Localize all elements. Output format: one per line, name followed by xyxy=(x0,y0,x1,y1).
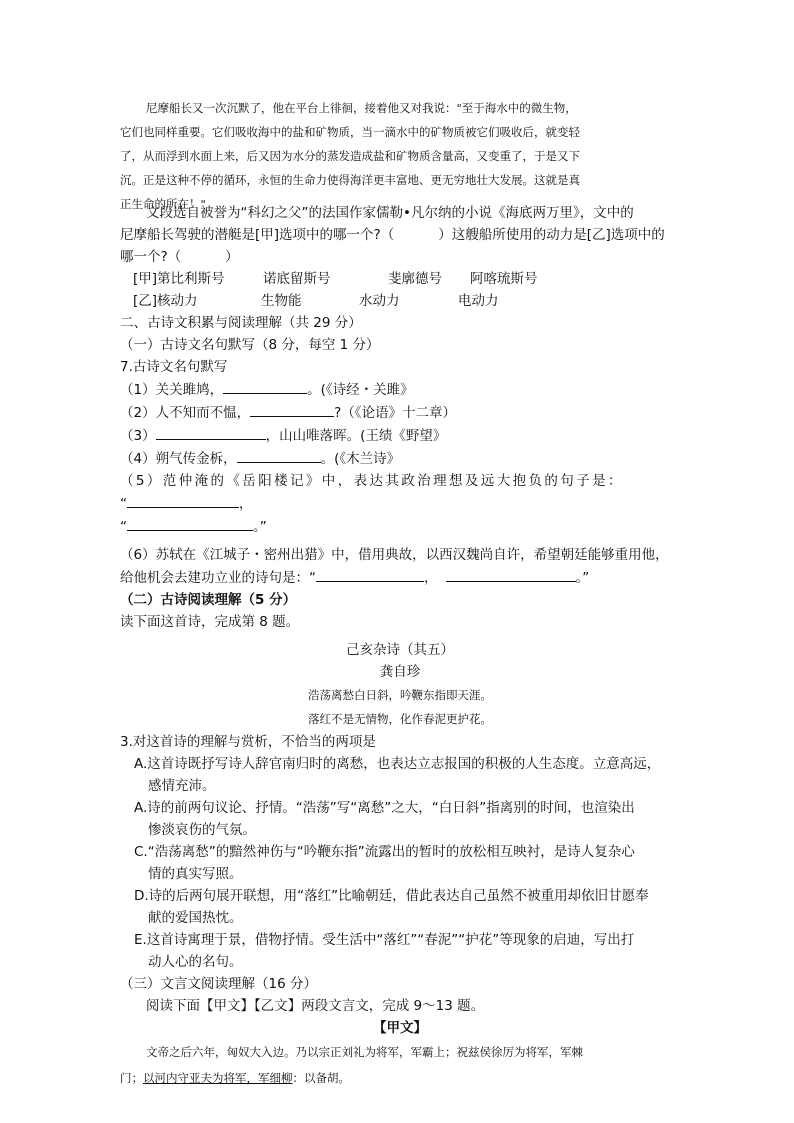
poem-author: 龚自珍 xyxy=(379,664,421,680)
choice-item: A.诗的前两句议论、抒情。“浩荡”写“离愁”之大，“白日斜”指离别的时间，也渲染出 惨淡哀伤的气氛。 xyxy=(134,800,635,838)
answer-blank[interactable] xyxy=(223,378,307,394)
passage-line: 它们也同样重要。它们吸收海中的盐和矿物质，当一滴水中的矿物质被它们吸收后，就变轻 xyxy=(120,125,580,139)
question-6 xyxy=(120,202,680,312)
passage-line: 沉。正是这种不停的循环，永恒的生命力使得海洋更丰富地、更无穷地壮大发展。这就是真 xyxy=(120,173,580,187)
q7-item-3: （3） ，山山唯落晖。(王绩《野望》 xyxy=(120,424,680,447)
question-8-title: 3.对这首诗的理解与赏析，不恰当的两项是 xyxy=(120,734,376,750)
q6-line: 哪一个?（ ） xyxy=(120,249,239,265)
passage-line: 尼摩船长又一次沉默了，他在平台上徘徊，接着他又对我说："至于海水中的微生物， xyxy=(146,101,577,115)
passage-line: 正生命的所在！" xyxy=(120,197,206,211)
passage-line: 了，从而浮到水面上来，后又因为水分的蒸发造成盐和矿物质含量高，又变重了，于是又下 xyxy=(120,149,580,163)
q7-item-2: （2）人不知而不愠， ?（《论语》十二章） xyxy=(120,401,680,424)
choice-item: E.这首诗寓理于景，借物抒情。受生活中“落红”“春泥”“护花”等现象的启迪，写出打 动人心的名句。 xyxy=(134,932,635,970)
subsection-title: （一）古诗文名句默写（8 分，每空 1 分） xyxy=(120,337,380,353)
option-yi-3: 水动力 xyxy=(359,293,400,309)
subsection-title: （二）古诗阅读理解（5 分） xyxy=(120,592,297,608)
classical-line: 门；以河内守亚夫为将军，军细柳：以备胡。 xyxy=(120,1071,350,1085)
q7-item-6-answer: 给他机会去建功立业的诗句是：“ ， 。” xyxy=(120,566,680,589)
section-title: 二、古诗文积累与阅读理解（共 29 分） xyxy=(120,315,362,331)
option-jia-3: 斐廓德号 xyxy=(388,271,442,287)
choice-item: D.诗的后两句展开联想，用“落红”比喻朝廷，借此表达自己虽然不被重用却依旧甘愿奉 献的爱国热忱。 xyxy=(134,888,649,926)
poem-line: 浩荡离愁白日斜，吟鞭东指即天涯。 xyxy=(308,688,492,702)
classical-line: 文帝之后六年，匈奴大入边。乃以宗正刘礼为将军，军霸上；祝兹侯徐厉为将军，军棘 xyxy=(146,1045,583,1059)
passage xyxy=(120,96,680,216)
question-7-title: 7.古诗文名句默写 xyxy=(120,359,228,375)
poem-title: 己亥杂诗（其五） xyxy=(346,642,454,658)
instruction: 阅读下面【甲文】【乙文】两段文言文，完成 9～13 题。 xyxy=(146,998,485,1014)
option-jia-2: 诺底留斯号 xyxy=(263,271,331,287)
q7-item-5-answer-1: “ ， xyxy=(120,492,680,515)
choice-item: C.“浩荡离愁”的黯然神伤与“吟鞭东指”流露出的暂时的放松相互映衬，是诗人复杂心 情的真实写照。 xyxy=(134,844,635,882)
answer-blank[interactable] xyxy=(446,566,576,582)
answer-blank[interactable] xyxy=(316,566,424,582)
section-2 xyxy=(120,312,680,1091)
answer-blank[interactable] xyxy=(127,515,253,531)
subsection-title: （三）文言文阅读理解（16 分） xyxy=(120,976,317,992)
option-yi-2: 生物能 xyxy=(261,293,302,309)
q6-jia-options xyxy=(120,268,680,290)
poem-line: 落红不是无情物，化作春泥更护花。 xyxy=(308,712,492,726)
answer-blank[interactable] xyxy=(127,492,239,508)
q7-item-1: （1）关关雎鸠， 。(《诗经・关雎》 xyxy=(120,378,680,401)
q7-item-5: （5）范仲淹的《岳阳楼记》中，表达其政治理想及远大抱负的句子是： xyxy=(120,473,624,489)
q7-item-6: （6）苏轼在《江城子・密州出猎》中，借用典故，以西汉魏尚自许，希望朝廷能够重用他， xyxy=(120,547,669,563)
q6-line: 尼摩船长驾驶的潜艇是[甲]选项中的哪一个?（ ）这艘船所使用的动力是[乙]选项中的 xyxy=(120,227,665,243)
option-jia-4: 阿喀琉斯号 xyxy=(470,271,538,287)
option-yi-1: [乙]核动力 xyxy=(133,293,198,309)
jia-wen-title: 【甲文】 xyxy=(373,1020,427,1036)
answer-blank[interactable] xyxy=(237,447,321,463)
q6-line: 文段选自被誉为“科幻之父”的法国作家儒勒•凡尔纳的小说《海底两万里》，文中的 xyxy=(146,205,634,221)
answer-blank[interactable] xyxy=(156,424,266,440)
answer-blank[interactable] xyxy=(250,401,334,417)
q7-item-4: （4）朔气传金柝， 。(《木兰诗》 xyxy=(120,447,680,470)
choice-item: A.这首诗既抒写诗人辞官南归时的离愁，也表达立志报国的积极的人生态度。立意高远， 感情充沛。 xyxy=(134,756,661,794)
q7-item-5-answer-2: “ 。” xyxy=(120,515,680,538)
option-yi-4: 电动力 xyxy=(458,293,499,309)
q6-yi-options xyxy=(120,290,680,312)
instruction: 读下面这首诗，完成第 8 题。 xyxy=(120,614,300,630)
option-jia-1: [甲]第比利斯号 xyxy=(133,271,225,287)
